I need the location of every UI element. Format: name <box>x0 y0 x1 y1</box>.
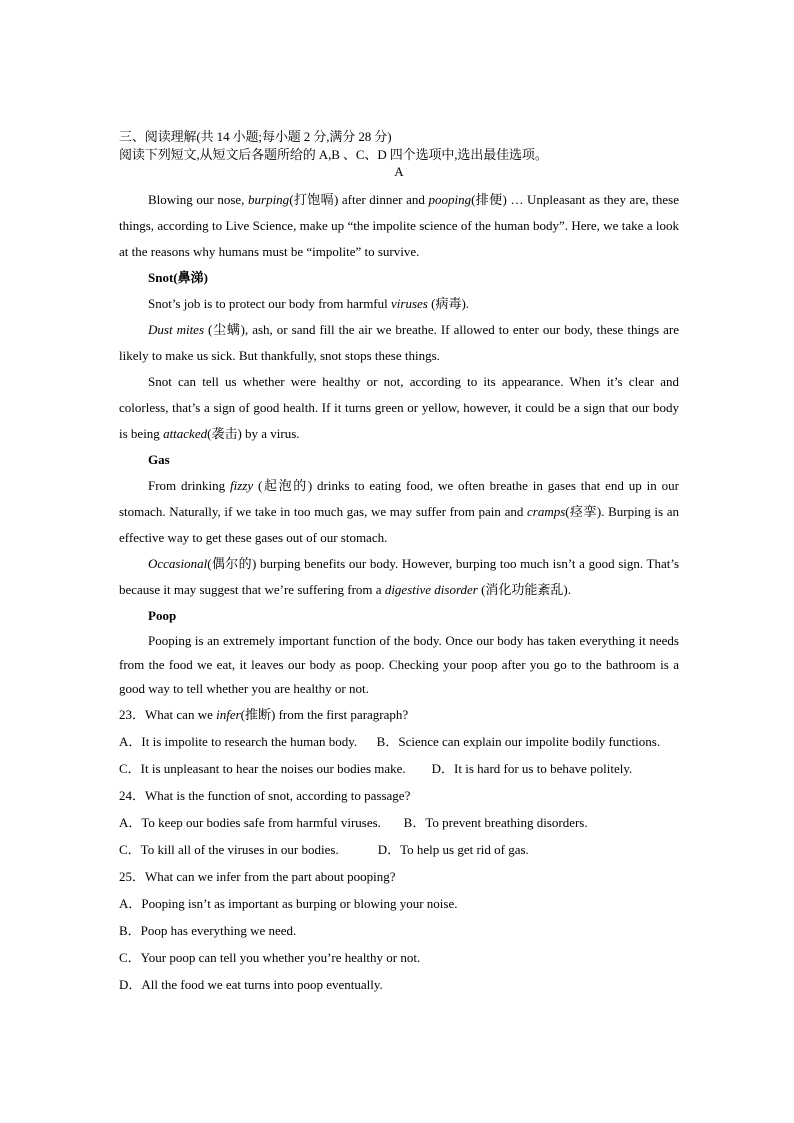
intro-paragraph: Blowing our nose, burping(打饱嗝) after dinner and pooping(排便) … Unpleasant as they are, these things, according to Live Science, make up “the impolite science of the human body”. Here, we take a look at the reasons why humans must be “impolite” to survive. <box>119 192 679 259</box>
snot-paragraph-2: Dust mites (尘螨), ash, or sand fill the air we breathe. If allowed to enter our body, these things are likely to make us sick. But thankfully, snot stops these things. <box>119 322 679 363</box>
gas-paragraph-2: Occasional(偶尔的) burping benefits our body. However, burping too much isn’t a good sign. That’s because it may suggest that we’re suffering from a digestive disorder (消化功能紊乱). <box>119 556 679 597</box>
option-b: B．Science can explain our impolite bodily functions. <box>376 734 661 749</box>
option-d: D．To help us get rid of gas. <box>377 842 529 857</box>
option-d: D．All the food we eat turns into poop eventually. <box>119 977 383 992</box>
option-c: C．Your poop can tell you whether you’re healthy or not. <box>119 950 421 965</box>
question-stem: 25．What can we infer from the part about pooping? <box>119 869 396 884</box>
document-page <box>119 128 679 998</box>
option-c: C．It is unpleasant to hear the noises our bodies make. <box>119 761 406 776</box>
poop-paragraph: Pooping is an extremely important function of the body. Once our body has taken everything it needs from the food we eat, it leaves our body as poop. Checking your poop after you go to the bathroom is a good way to tell whether you are healthy or not. <box>119 633 679 696</box>
question-stem: 23．What can we infer(推断) from the first paragraph? <box>119 707 409 722</box>
q24-options-cd <box>119 836 679 863</box>
snot-paragraph-3: Snot can tell us whether were healthy or not, according to its appearance. When it’s clear and colorless, that’s a sign of good health. If it turns green or yellow, however, it could be a sign that our body is being attacked(袭击) by a virus. <box>119 374 679 441</box>
gas-heading: Gas <box>148 452 170 467</box>
option-b: B．To prevent breathing disorders. <box>403 815 588 830</box>
q23-options-ab <box>119 728 679 755</box>
section-instruction: 阅读下列短文,从短文后各题所给的 A,B 、C、D 四个选项中,选出最佳选项。 <box>119 147 548 162</box>
option-a: A．Pooping isn’t as important as burping or blowing your noise. <box>119 896 458 911</box>
question-stem: 24．What is the function of snot, according to passage? <box>119 788 411 803</box>
q24-options-ab <box>119 809 679 836</box>
question-24 <box>119 782 679 863</box>
option-b: B．Poop has everything we need. <box>119 923 297 938</box>
option-c: C．To kill all of the viruses in our bodies. <box>119 842 339 857</box>
snot-paragraph-1: Snot’s job is to protect our body from harmful viruses (病毒). <box>148 296 470 311</box>
poop-heading: Poop <box>148 608 177 623</box>
option-a: A．To keep our bodies safe from harmful viruses. <box>119 815 381 830</box>
question-23 <box>119 701 679 782</box>
q23-options-cd <box>119 755 679 782</box>
option-a: A．It is impolite to research the human body. <box>119 734 358 749</box>
section-title: 三、阅读理解(共 14 小题;每小题 2 分,满分 28 分) <box>119 129 392 144</box>
snot-heading: Snot(鼻涕) <box>148 270 208 285</box>
question-25 <box>119 863 679 998</box>
passage-label: A <box>394 164 404 179</box>
option-d: D．It is hard for us to behave politely. <box>431 761 633 776</box>
gas-paragraph-1: From drinking fizzy (起泡的) drinks to eating food, we often breathe in gases that end up in our stomach. Naturally, if we take in too much gas, we may suffer from pain and cramps(痉挛). Burping is an effective way to get these gases out of our stomach. <box>119 478 679 545</box>
